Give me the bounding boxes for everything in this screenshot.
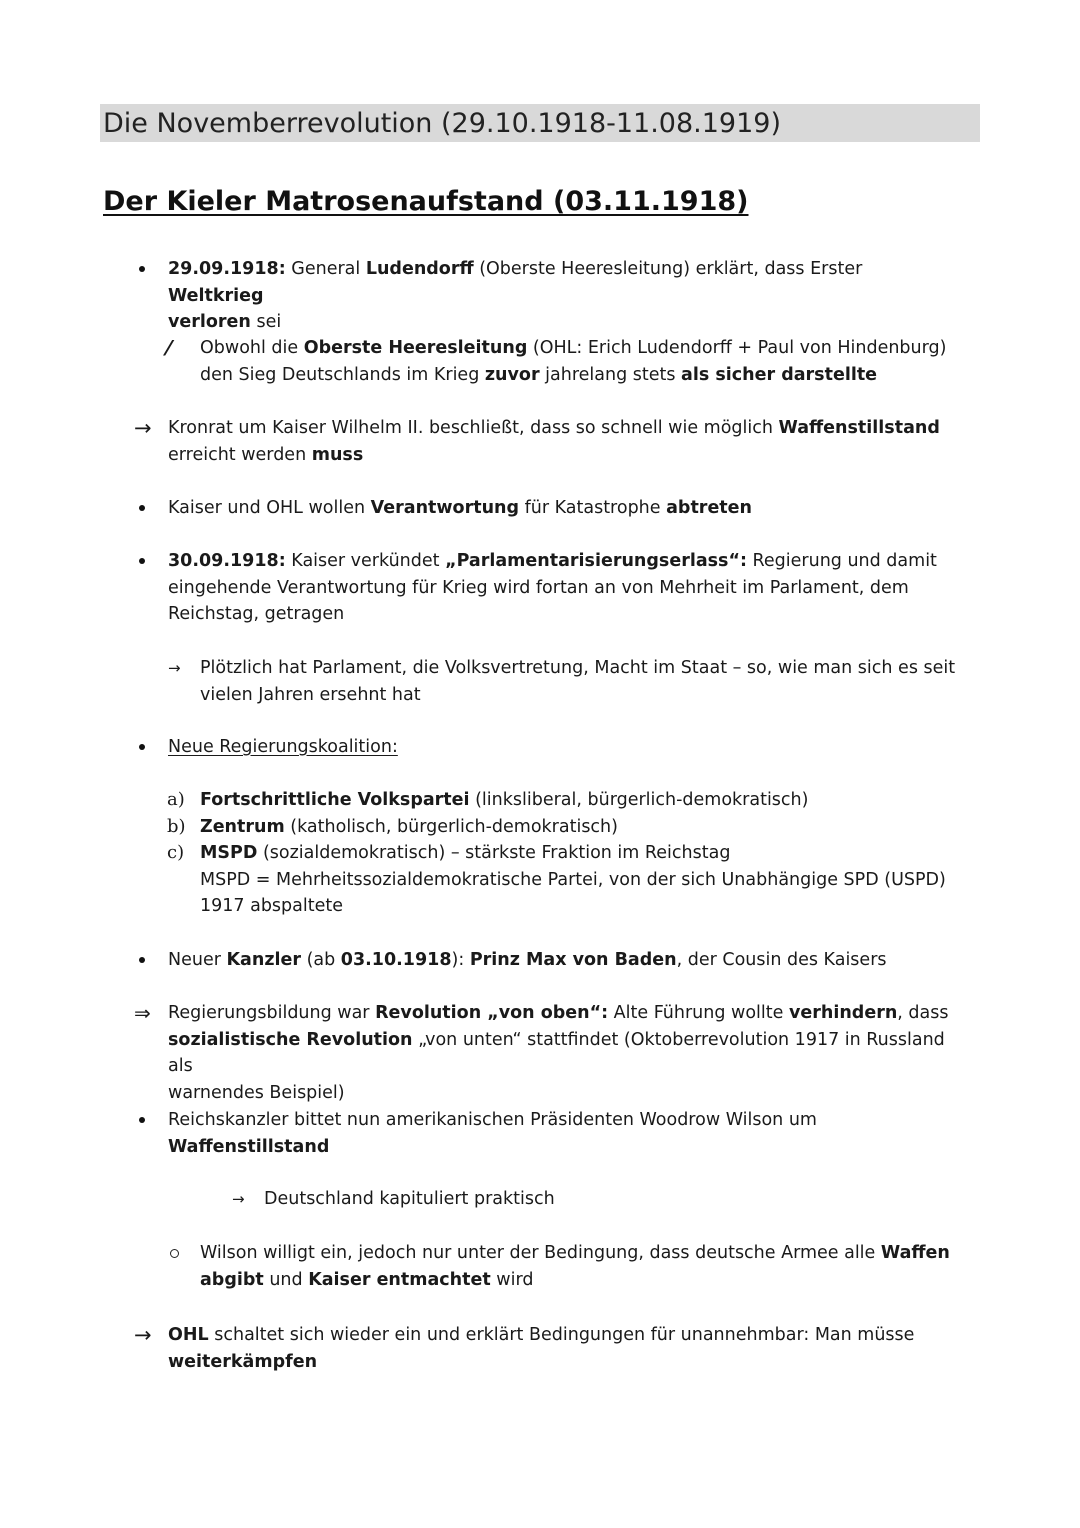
text-run: „von unten“ stattfindet (Oktoberrevolution 1917 in Russland als — [168, 1029, 945, 1076]
bullet-icon — [139, 1117, 145, 1123]
item-text — [200, 335, 960, 388]
bold-text: Oberste Heeresleitung — [303, 338, 528, 358]
text-run: Neue Regierungskoalition: — [168, 737, 398, 757]
bold-text: Kanzler — [226, 950, 301, 970]
text-run: (katholisch, bürgerlich-demokratisch) — [284, 817, 618, 837]
text-run: schaltet sich wieder ein und erklärt Bedingungen für unannehmbar: Man müsse — [208, 1325, 915, 1345]
bold-text: Ludendorff — [365, 259, 474, 279]
list-item — [167, 335, 960, 388]
text-run: Plötzlich hat Parlament, die Volksvertretung, Macht im Staat – so, wie man sich es seit — [200, 658, 956, 678]
list-letter: b) — [167, 816, 186, 837]
item-text — [200, 840, 960, 920]
item-text — [200, 787, 960, 814]
text-run: (ab — [301, 950, 341, 970]
text-run: MSPD = Mehrheitssozialdemokratische Partei, von der sich Unabhängige SPD (USPD) — [200, 869, 946, 890]
text-run: Reichstag, getragen — [168, 604, 345, 624]
list-item — [232, 1186, 960, 1213]
list-letter: c) — [167, 842, 185, 863]
text-run: General — [285, 259, 366, 279]
item-text — [168, 1000, 960, 1106]
text-run: Obwohl die — [200, 338, 304, 358]
list-item — [134, 415, 960, 468]
list-item — [200, 1240, 960, 1293]
item-text — [168, 1322, 960, 1375]
text-run: Regierungsbildung war — [168, 1003, 376, 1023]
text-run: jahrelang stets — [539, 364, 682, 385]
page-title: Die Novemberrevolution (29.10.1918-11.08.1919) — [100, 104, 980, 142]
text-run: Wilson willigt ein, jedoch nur unter der Bedingung, dass deutsche Armee alle — [200, 1243, 881, 1263]
list-item — [168, 734, 960, 761]
bold-text: MSPD — [200, 843, 258, 863]
bold-text: Revolution „von oben“: — [375, 1003, 609, 1023]
text-run: Kaiser verkündet — [285, 551, 446, 571]
bold-text: als sicher darstellte — [681, 364, 878, 385]
text-run: warnendes Beispiel) — [168, 1082, 345, 1103]
list-item — [167, 787, 960, 814]
text-run: 1917 abspaltete — [200, 896, 343, 916]
bold-text: Waffenstillstand — [168, 1136, 330, 1157]
bold-text: Fortschrittliche Volkspartei — [200, 790, 470, 810]
bullet-icon — [139, 744, 145, 750]
bold-text: Weltkrieg — [168, 285, 264, 306]
item-text — [168, 495, 960, 522]
item-text — [264, 1186, 960, 1213]
list-item — [168, 256, 960, 336]
text-run: wird — [490, 1269, 534, 1290]
arrow-right-icon: → — [232, 1190, 245, 1208]
item-text — [168, 1107, 960, 1160]
text-run: den Sieg Deutschlands im Krieg — [200, 364, 485, 385]
arrow-right-icon: → — [168, 659, 181, 677]
text-run: vielen Jahren ersehnt hat — [200, 684, 421, 705]
item-text — [168, 947, 960, 974]
bold-text: muss — [311, 444, 364, 465]
bold-text: abgibt — [200, 1269, 264, 1290]
text-run: (linksliberal, bürgerlich-demokratisch) — [469, 790, 809, 810]
circle-bullet-icon — [170, 1249, 179, 1258]
arrow-right-icon: → — [134, 416, 152, 440]
bold-text: Waffenstillstand — [778, 418, 940, 438]
text-run: und — [263, 1269, 309, 1290]
list-item — [168, 1107, 960, 1160]
bold-text: abtreten — [666, 498, 753, 518]
list-item — [168, 495, 960, 522]
bold-text: 29.09.1918: — [168, 259, 286, 279]
text-run: eingehende Verantwortung für Krieg wird fortan an von Mehrheit im Parlament, dem — [168, 577, 909, 598]
text-run: Reichskanzler bittet nun amerikanischen Präsidenten Woodrow Wilson um — [168, 1110, 817, 1130]
text-run: Alte Führung wollte — [608, 1003, 789, 1023]
text-run: (OHL: Erich Ludendorff + Paul von Hindenburg) — [527, 338, 947, 358]
list-item — [167, 840, 960, 920]
double-arrow-icon: ⇒ — [134, 1001, 151, 1025]
text-run: , der Cousin des Kaisers — [676, 950, 887, 970]
item-text — [168, 548, 960, 628]
bold-text: verloren — [168, 312, 251, 332]
item-text — [168, 256, 960, 336]
text-run: Kaiser und OHL wollen — [168, 498, 371, 518]
text-run: Neuer — [168, 950, 227, 970]
lightning-icon: ⁄ — [167, 336, 171, 360]
list-item — [168, 655, 960, 708]
text-run: für Katastrophe — [519, 498, 667, 518]
item-text — [200, 655, 960, 708]
text-run: Regierung und damit — [746, 551, 937, 571]
bold-text: Waffen — [880, 1243, 950, 1263]
item-text — [168, 415, 960, 468]
text-run: Deutschland kapituliert praktisch — [264, 1189, 555, 1209]
list-item — [167, 814, 960, 841]
arrow-right-icon: → — [134, 1323, 152, 1347]
bullet-icon — [139, 957, 145, 963]
bold-text: Verantwortung — [370, 498, 520, 518]
text-run: erreicht werden — [168, 444, 312, 465]
bullet-icon — [139, 505, 145, 511]
text-run: , dass — [897, 1003, 949, 1023]
text-run: (sozialdemokratisch) – stärkste Fraktion im Reichstag — [257, 843, 731, 863]
text-run: Kronrat um Kaiser Wilhelm II. beschließt, dass so schnell wie möglich — [168, 418, 779, 438]
section-heading: Der Kieler Matrosenaufstand (03.11.1918) — [103, 186, 749, 217]
item-text — [200, 814, 960, 841]
bold-text: Kaiser entmachtet — [308, 1269, 491, 1290]
list-item — [168, 548, 960, 628]
list-item — [134, 1322, 960, 1375]
item-text — [200, 1240, 960, 1293]
list-item — [168, 947, 960, 974]
bold-text: verhindern — [788, 1003, 898, 1023]
bullet-icon — [139, 558, 145, 564]
bold-text: Zentrum — [200, 817, 285, 837]
text-run: ): — [451, 950, 470, 970]
bold-text: OHL — [168, 1325, 209, 1345]
bold-text: weiterkämpfen — [168, 1351, 318, 1372]
bold-text: zuvor — [484, 364, 540, 385]
bold-text: 30.09.1918: — [168, 551, 286, 571]
item-text — [168, 734, 960, 761]
list-item — [134, 1000, 960, 1106]
bold-text: 03.10.1918 — [340, 950, 452, 970]
bold-text: „Parlamentarisierungserlass“: — [445, 551, 747, 571]
bold-text: Prinz Max von Baden — [469, 950, 677, 970]
text-run: (Oberste Heeresleitung) erklärt, dass Erster — [473, 259, 863, 279]
text-run: sei — [250, 312, 282, 332]
list-letter: a) — [167, 789, 185, 810]
bullet-icon — [139, 266, 145, 272]
bold-text: sozialistische Revolution — [168, 1029, 413, 1050]
